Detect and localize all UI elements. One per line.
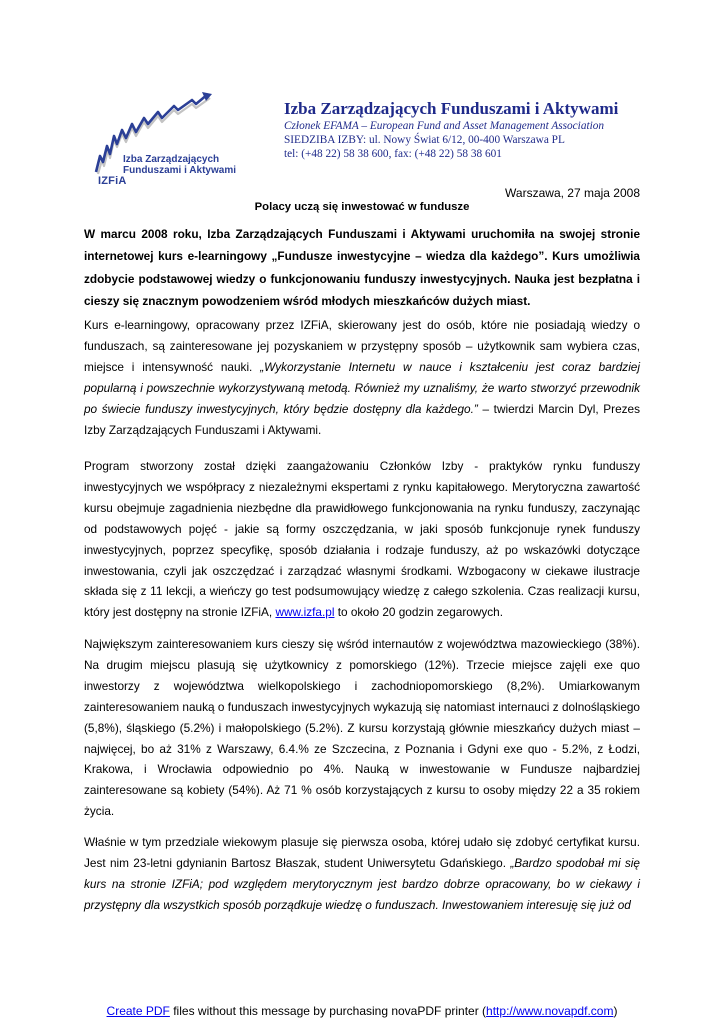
letterhead: [284, 99, 704, 161]
pdf-watermark-footer: [0, 1004, 724, 1018]
create-pdf-link[interactable]: Create PDF: [106, 1004, 170, 1018]
lead-paragraph: W marcu 2008 roku, Izba Zarządzających Funduszami i Aktywami uruchomiła na swojej stronie internetowej kurs e-learningowy „Fundusze inwestycyjne – wiedza dla każdego”. Kurs umożliwia zdobycie podstawowej wiedzy o funkcjonowaniu funduszy inwestycyjnych. Nauka jest bezpłatna i cieszy się znacznym powodzeniem wśród młodych mieszkańców dużych miast.: [84, 227, 640, 309]
paragraph-1-text-b: – twierdzi Marcin Dyl, Prezes Izby Zarządzających Funduszami i Aktywami.: [84, 401, 640, 437]
organization-name: Izba Zarządzających Funduszami i Aktywami: [284, 99, 619, 118]
document-date: Warszawa, 27 maja 2008: [505, 186, 640, 200]
logo-abbreviation: IZFiA: [98, 175, 127, 187]
paragraph-4: [84, 832, 640, 916]
paragraph-1-text-a: Kurs e-learningowy, opracowany przez IZFiA, skierowany jest do osób, które nie posiadają wiedzy o funduszach, są zainteresowane jej pozyskaniem w przystępny sposób – użytkownik sam wybiera czas, miejsce i intensywność nauki.: [84, 318, 640, 374]
paragraph-2-text-b: to około 20 godzin zegarowych.: [334, 605, 504, 620]
paragraph-1: [84, 315, 640, 440]
paragraph-2: [84, 456, 640, 623]
document-title: Polacy uczą się inwestować w fundusze: [254, 201, 470, 213]
footer-text-b: ): [613, 1004, 618, 1018]
izfa-website-link[interactable]: www.izfa.pl: [275, 605, 335, 620]
paragraph-2-text-a: Program stworzony został dzięki zaangażowaniu Członków Izby - praktyków rynku funduszy inwestycyjnych we współpracy z niezależnymi ekspertami z rynku kapitałowego. Merytoryczna zawartość kursu obejmuje zagadnienia niezbędne dla prawidłowego funkcjonowania na rynku funduszy, zaczynając od podstawowych pojęć - jakie są formy oszczędzania, w jaki sposób funkcjonuje rynek funduszy inwestycyjnych, poprzez specyfikę, sposób działania i rodzaje funduszy, aż po wskazówki dotyczące inwestowania, czyli jak oszczędzać i zarządzać własnymi środkami. Wzbogacony w ciekawe ilustracje składa się z 11 lekcji, a wieńczy go test podsumowujący wiedzę z całego szkolenia. Czas realizacji kursu, który jest dostępny na stronie IZFiA,: [84, 459, 640, 620]
paragraph-4-quote: „Bardzo spodobał mi się kurs na stronie IZFiA; pod względem merytorycznym jest bardzo dobrze opracowany, bo w ciekawy i przystępny dla wszystkich sposób porządkuje wiedzę o funduszach. Inwestowaniem interesuję się już od: [84, 855, 640, 912]
izfia-logo: [92, 92, 237, 187]
paragraph-4-text-a: Właśnie w tym przedziale wiekowym plasuje się pierwsza osoba, której udało się zdobyć certyfikat kursu. Jest nim 23-letni gdynianin Bartosz Błaszak, student Uniwersytetu Gdańskiego.: [84, 835, 640, 870]
phone-line: tel: (+48 22) 58 38 600, fax: (+48 22) 58 38 601: [284, 148, 502, 160]
novapdf-link[interactable]: http://www.novapdf.com: [486, 1004, 614, 1018]
paragraph-1-quote: „Wykorzystanie Internetu w nauce i kształceniu jest coraz bardziej popularną i powszechnie wykorzystywaną metodą. Również my uznaliśmy, że warto stworzyć przewodnik po świecie funduszy inwestycyjnych, który będzie dostępny dla każdego.”: [84, 359, 640, 416]
footer-text-a: files without this message by purchasing novaPDF printer (: [169, 1004, 487, 1018]
paragraph-3: Największym zainteresowaniem kurs cieszy się wśród internautów z województwa mazowieckiego (38%). Na drugim miejscu plasują się użytkownicy z pomorskiego (12%). Trzecie miejsce zajęli exe quo inwestorzy z województwa wielkopolskiego i zachodniopomorskiego (8,2%). Umiarkowanym zainteresowaniem nauką o funduszach inwestycyjnych wykazują się natomiast internauci z dolnośląskiego (5,8%), śląskiego (5.2%) i małopolskiego (5.2%). Z kursu korzystają głównie mieszkańcy dużych miast – najwięcej, bo aż 31% z Warszawy, 6.4.% ze Szczecina, z Poznania i Gdyni exe quo - 5.2%, z Łodzi, Krakowa, i Wrocławia odpowiednio po 4%. Nauką w inwestowanie w Fundusze najbardziej zainteresowane są kobiety (54%). Aż 71 % osób korzystających z kursu to osoby między 22 a 35 rokiem życia.: [84, 637, 640, 819]
logo-text: Izba Zarządzających Funduszami i Aktywami: [123, 154, 236, 176]
membership-line: Członek EFAMA – European Fund and Asset Management Association: [284, 120, 605, 132]
address-line: SIEDZIBA IZBY: ul. Nowy Świat 6/12, 00-400 Warszawa PL: [284, 134, 565, 146]
